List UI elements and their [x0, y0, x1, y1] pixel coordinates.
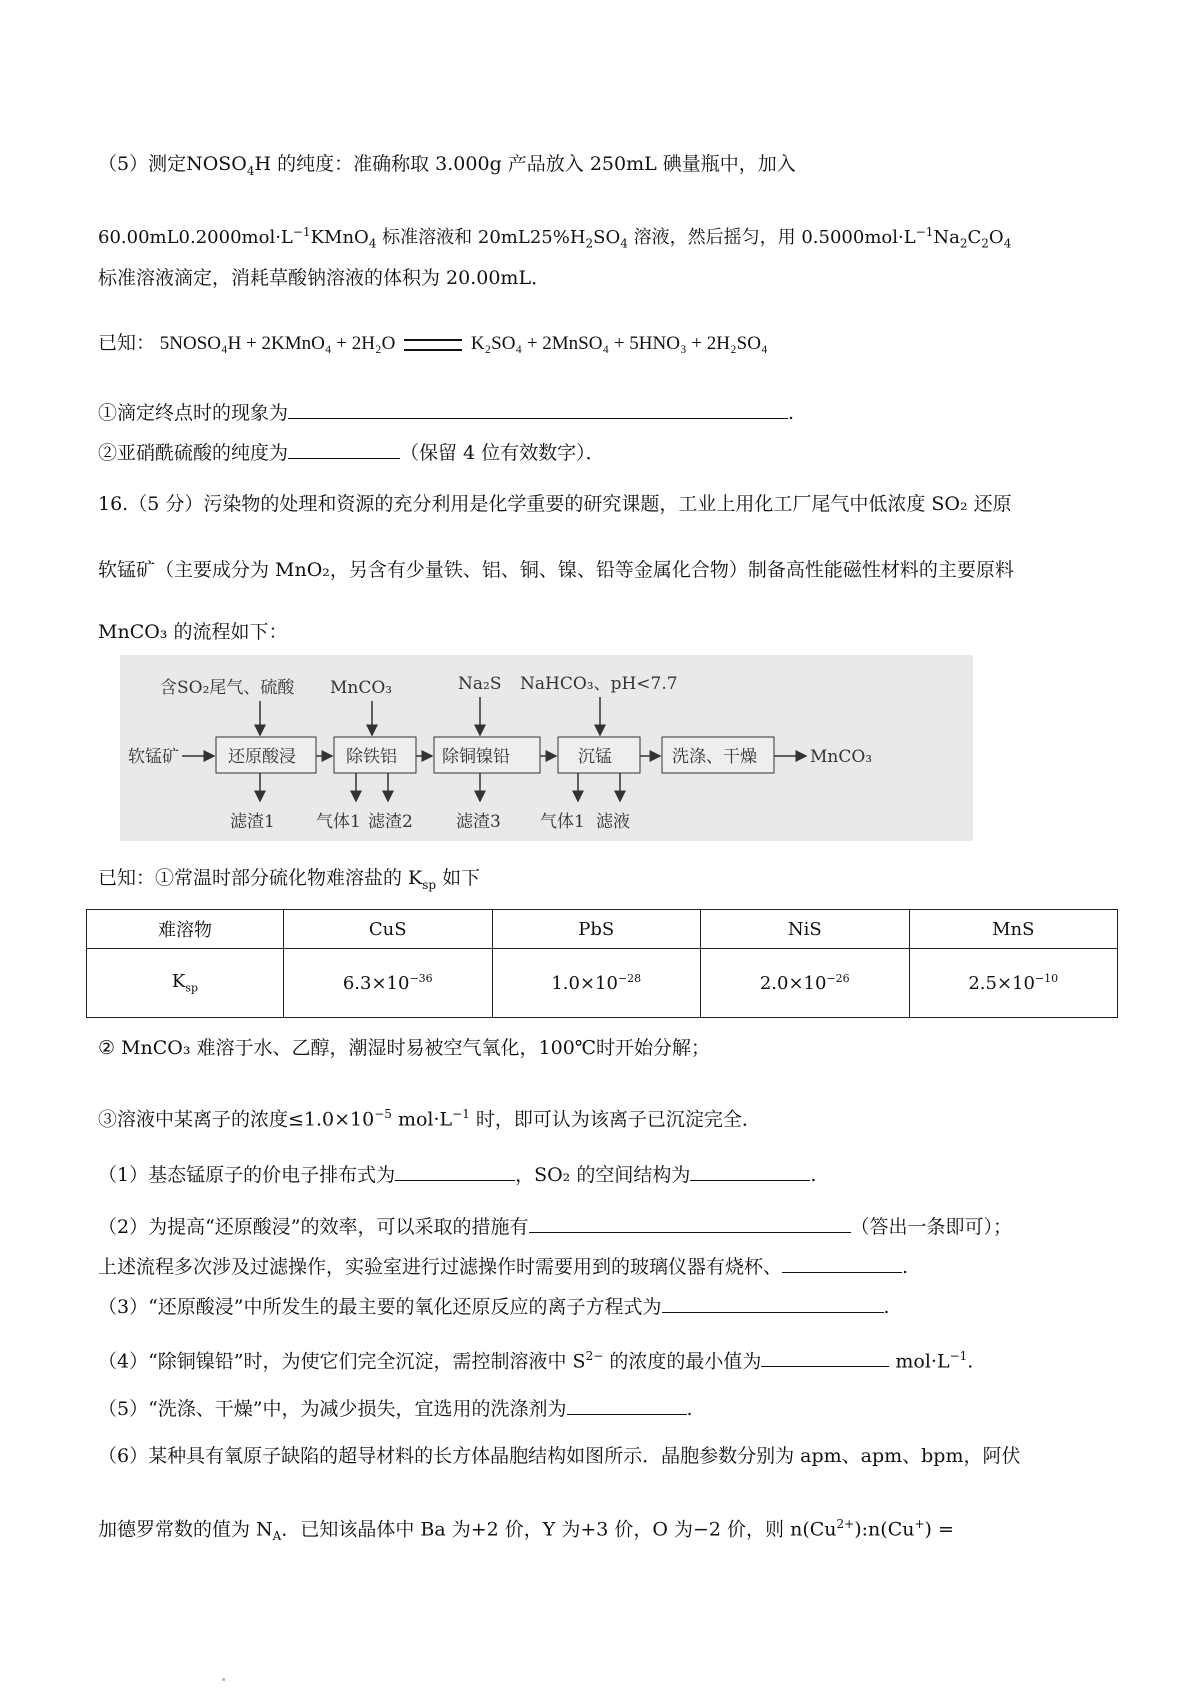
flow-reagent2: MnCO₃	[330, 678, 393, 698]
table-header-cell: CuS	[284, 910, 493, 949]
text: ) =	[924, 1518, 954, 1541]
mantissa: 2.0×10	[759, 973, 827, 994]
known3-line	[98, 1102, 761, 1131]
flow-out4b: 滤液	[596, 812, 630, 832]
q16-line2: 软锰矿（主要成分为 MnO₂，另含有少量铁、铝、铜、镍、铅等金属化合物）制备高性能磁性材料的主要原料	[98, 559, 1014, 581]
q15-5-line2	[98, 220, 1011, 256]
text: （3）“还原酸浸”中所发生的最主要的氧化还原反应的离子方程式为	[98, 1296, 662, 1318]
text: .	[883, 1296, 890, 1318]
answer-blank[interactable]	[662, 1294, 884, 1313]
superscript: 2+	[836, 1517, 855, 1531]
part3-line	[98, 1294, 890, 1319]
text: ):n(Cu	[854, 1518, 915, 1541]
subscript: sp	[185, 981, 199, 995]
text: 60.00mL0.2000mol·L	[98, 227, 293, 248]
text: （4）“除铜镍铅”时，为使它们完全沉淀，需控制溶液中 S	[98, 1350, 586, 1373]
superscript: −1	[292, 225, 311, 239]
exponent: −10	[1034, 972, 1059, 985]
flow-out4a: 气体1	[540, 812, 585, 832]
text: .	[810, 1164, 817, 1186]
mantissa: 1.0×10	[551, 973, 618, 994]
text: ③溶液中某离子的浓度≤1.0×10	[98, 1108, 375, 1131]
text: （5）“洗涤、干燥”中，为减少损失，宜选用的洗涤剂为	[98, 1398, 567, 1420]
q15-5-line1	[98, 152, 796, 183]
text: （保留 4 位有效数字）．	[400, 442, 605, 464]
table-cell	[492, 949, 701, 1018]
superscript: 2−	[585, 1349, 604, 1363]
text: .	[686, 1398, 693, 1420]
table-header-cell: PbS	[492, 910, 701, 949]
text: 已知：①常温时部分硫化物难溶盐的 K	[98, 867, 423, 889]
text: O	[988, 227, 1004, 248]
text: 时，即可认为该离子已沉淀完全．	[469, 1108, 761, 1131]
answer-blank[interactable]	[690, 1162, 810, 1181]
text: .	[788, 402, 795, 424]
flow-reagent1: 含SO₂尾气、硫酸	[160, 678, 295, 698]
part2-line-a	[98, 1214, 1012, 1239]
table-header-cell: MnS	[909, 910, 1118, 949]
text: 标准溶液和 20mL25%H	[376, 227, 586, 248]
subscript: 2	[585, 236, 594, 251]
answer-blank[interactable]	[761, 1348, 889, 1367]
text: 溶液，然后摇匀，用 0.5000mol·L	[627, 227, 916, 248]
table-header-cell: 难溶物	[87, 910, 284, 949]
process-flow-diagram	[120, 655, 973, 841]
scan-speck	[222, 1678, 225, 1681]
known2-line: ② MnCO₃ 难溶于水、乙醇，潮湿时易被空气氧化，100℃时开始分解；	[98, 1037, 711, 1059]
part5-line	[98, 1396, 693, 1421]
text: 如下	[436, 867, 481, 889]
known-equation	[98, 332, 768, 356]
flow-step3-label: 除铜镍铅	[442, 747, 510, 767]
table-cell	[909, 949, 1118, 1018]
text: 上述流程多次涉及过滤操作，实验室进行过滤操作时需要用到的玻璃仪器有烧杯、	[98, 1256, 783, 1278]
exponent: −36	[409, 972, 433, 985]
flow-input-ore: 软锰矿	[128, 747, 179, 767]
subscript: 4	[246, 163, 255, 178]
text: 的浓度的最小值为	[603, 1350, 762, 1373]
text: ．已知该晶体中 Ba 为+2 价，Y 为+3 价，O 为−2 价，则 n(Cu	[281, 1518, 837, 1541]
flow-step2-label: 除铁铝	[346, 747, 397, 767]
exponent: −28	[617, 972, 642, 985]
answer-blank[interactable]	[288, 400, 788, 419]
text: ，SO₂ 的空间结构为	[515, 1164, 691, 1186]
q16-line1: 16.（5 分）污染物的处理和资源的充分利用是化学重要的研究课题，工业上用化工厂尾气中低浓度 SO₂ 还原	[98, 493, 1012, 515]
part6-line-a: （6）某种具有氧原子缺陷的超导材料的长方体晶胞结构如图所示．晶胞参数分别为 apm、apm、bpm，阿伏	[98, 1445, 1021, 1467]
q15-5-line3: 标准溶液滴定，消耗草酸钠溶液的体积为 20.00mL．	[98, 267, 551, 289]
table-cell	[284, 949, 493, 1018]
q15-5-sub1	[98, 400, 794, 425]
text: .	[902, 1256, 909, 1278]
superscript: −1	[452, 1107, 470, 1121]
answer-blank[interactable]	[567, 1396, 687, 1415]
text: （5）测定	[98, 153, 187, 175]
table-row	[87, 949, 1118, 1018]
flow-out3: 滤渣3	[456, 812, 501, 832]
table-cell	[701, 949, 910, 1018]
table-header-row	[87, 910, 1118, 949]
text: SO	[593, 227, 621, 248]
subscript: 2	[959, 236, 968, 251]
part6-line-b	[98, 1512, 954, 1548]
text: .	[967, 1350, 974, 1373]
flow-step4-label: 沉锰	[578, 747, 612, 767]
q16-line3: MnCO₃ 的流程如下：	[98, 621, 288, 643]
flow-step5-label: 洗涤、干燥	[672, 747, 757, 767]
text: KMnO	[310, 227, 369, 248]
text: （2）为提高“还原酸浸”的效率，可以采取的措施有	[98, 1216, 529, 1238]
superscript: −1	[915, 225, 934, 239]
text: NOSO	[186, 153, 247, 175]
equation-right: K₂SO₄ + 2MnSO₄ + 5HNO₃ + 2H₂SO₄	[470, 333, 768, 354]
row-label	[87, 949, 284, 1018]
known-label: 已知：	[98, 333, 156, 354]
answer-blank[interactable]	[782, 1254, 902, 1273]
subscript: A	[272, 1529, 282, 1544]
text: mol·L	[391, 1108, 453, 1131]
equals-sign	[404, 339, 462, 351]
subscript: 4	[368, 236, 377, 251]
subscript: 2	[981, 236, 989, 251]
q15-5-sub2	[98, 440, 605, 465]
exponent: −26	[826, 972, 850, 985]
mantissa: 6.3×10	[342, 973, 410, 994]
text: 加德罗常数的值为 N	[98, 1518, 273, 1541]
equation-left: 5NOSO₄H + 2KMnO₄ + 2H₂O	[159, 333, 396, 354]
text: H 的纯度：准确称取 3.000g 产品放入 250mL 碘量瓶中，加入	[254, 153, 796, 175]
subscript: 4	[620, 236, 628, 251]
flow-reagent4: NaHCO₃、pH<7.7	[520, 674, 678, 694]
text: ①滴定终点时的现象为	[98, 402, 289, 424]
text: K	[171, 971, 186, 993]
flow-out1: 滤渣1	[230, 812, 275, 832]
flow-step1-label: 还原酸浸	[228, 747, 296, 767]
part4-line	[98, 1344, 973, 1373]
flow-out2a: 气体1	[316, 812, 361, 832]
text: Na	[933, 227, 960, 248]
mantissa: 2.5×10	[968, 973, 1035, 994]
superscript: −1	[949, 1349, 968, 1363]
ksp-table	[86, 909, 1118, 1018]
text: C	[967, 227, 982, 248]
table-header-cell: NiS	[701, 910, 910, 949]
text: （答出一条即可）；	[850, 1216, 1013, 1238]
answer-blank[interactable]	[395, 1162, 515, 1181]
known1-line	[98, 866, 480, 897]
superscript: −5	[374, 1107, 392, 1121]
answer-blank[interactable]	[288, 440, 400, 459]
text: （1）基态锰原子的价电子排布式为	[98, 1164, 396, 1186]
part2-line-b	[98, 1254, 908, 1279]
text: mol·L	[889, 1350, 950, 1373]
subscript: 4	[1003, 236, 1012, 251]
answer-blank[interactable]	[529, 1214, 851, 1233]
flow-out2b: 滤渣2	[368, 812, 413, 832]
part1-line	[98, 1162, 816, 1187]
flow-reagent3: Na₂S	[458, 674, 502, 694]
flow-product: MnCO₃	[810, 747, 873, 767]
subscript: sp	[422, 877, 437, 892]
superscript: +	[914, 1517, 925, 1531]
text: ②亚硝酰硫酸的纯度为	[98, 442, 289, 464]
